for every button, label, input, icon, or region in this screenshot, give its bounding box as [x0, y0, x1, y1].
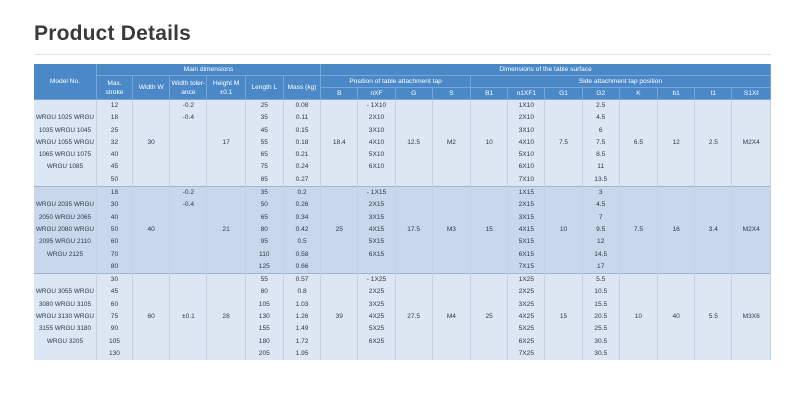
nxf-cell	[358, 348, 395, 360]
length-cell: 55	[245, 274, 283, 287]
stroke-cell: 30	[96, 274, 132, 287]
mass-cell: 0.27	[283, 174, 320, 187]
height-cell: 28	[207, 274, 245, 361]
stroke-cell: 50	[96, 224, 132, 236]
g2-cell: 6	[582, 125, 619, 137]
g2-cell: 7.5	[582, 137, 619, 149]
table-row	[34, 274, 771, 287]
length-cell: 85	[245, 174, 283, 187]
g1-cell: 15	[545, 274, 582, 361]
width-cell: 30	[133, 100, 170, 187]
g-cell: 17.5	[395, 187, 432, 274]
header-k: K	[619, 88, 657, 100]
header-s1xl: S1Xℓ	[732, 88, 771, 100]
stroke-cell: 50	[96, 174, 132, 187]
header-t1: t1	[695, 88, 732, 100]
stroke-cell: 130	[96, 348, 132, 360]
g2-cell: 4.5	[582, 112, 619, 124]
stroke-cell: 105	[96, 336, 132, 348]
n1xf1-cell: 2X25	[508, 286, 545, 298]
g1-cell: 7.5	[545, 100, 582, 187]
length-cell: 80	[245, 286, 283, 298]
nxf-cell: 6X10	[358, 161, 395, 173]
t1-cell: 2.5	[695, 100, 732, 187]
table-row	[34, 100, 771, 113]
g2-cell: 4.5	[582, 199, 619, 211]
length-cell: 130	[245, 311, 283, 323]
n1xf1-cell: 6X15	[508, 249, 545, 261]
length-cell: 125	[245, 261, 283, 274]
mass-cell: 0.24	[283, 161, 320, 173]
g2-cell: 17	[582, 261, 619, 274]
height-cell: 21	[207, 187, 245, 274]
header-b1-lower: b1	[658, 88, 695, 100]
stroke-cell: 18	[96, 187, 132, 200]
nxf-cell: 3X15	[358, 212, 395, 224]
nxf-cell: - 1X25	[358, 274, 395, 287]
tolerance-cell	[170, 224, 207, 236]
g2-cell: 10.5	[582, 286, 619, 298]
mass-cell: 1.03	[283, 299, 320, 311]
mass-cell: 0.58	[283, 249, 320, 261]
g2-cell: 3	[582, 187, 619, 200]
s1xl-cell: M2X4	[732, 100, 771, 187]
length-cell: 65	[245, 149, 283, 161]
stroke-cell: 40	[96, 149, 132, 161]
t1-cell: 5.5	[695, 274, 732, 361]
tolerance-cell	[170, 236, 207, 248]
mass-cell: 0.57	[283, 274, 320, 287]
g2-cell: 14.5	[582, 249, 619, 261]
tolerance-cell	[170, 286, 207, 298]
title-divider	[34, 54, 771, 55]
header-nxf: nXF	[358, 88, 395, 100]
header-mass: Mass (kg)	[283, 76, 320, 100]
nxf-cell: 4X15	[358, 224, 395, 236]
tolerance-cell	[170, 125, 207, 137]
mass-cell: 0.18	[283, 137, 320, 149]
nxf-cell	[358, 174, 395, 187]
mass-cell: 0.21	[283, 149, 320, 161]
nxf-cell: 3X10	[358, 125, 395, 137]
mass-cell: 0.34	[283, 212, 320, 224]
s1xl-cell: M3X6	[732, 274, 771, 361]
stroke-cell: 60	[96, 299, 132, 311]
table-row	[34, 187, 771, 200]
tolerance-cell: -0.2	[170, 100, 207, 113]
nxf-cell: 4X10	[358, 137, 395, 149]
stroke-cell: 70	[96, 249, 132, 261]
g-cell: 12.5	[395, 100, 432, 187]
g2-cell: 30.5	[582, 336, 619, 348]
header-side-taps: Side attachment tap position	[471, 76, 771, 88]
stroke-cell: 45	[96, 161, 132, 173]
g2-cell: 9.5	[582, 224, 619, 236]
length-cell: 50	[245, 199, 283, 211]
n1xf1-cell: 6X25	[508, 336, 545, 348]
mass-cell: 0.15	[283, 125, 320, 137]
b1-cell: 15	[471, 187, 508, 274]
b-cell: 39	[321, 274, 358, 361]
tolerance-cell	[170, 137, 207, 149]
n1xf1-cell: 3X25	[508, 299, 545, 311]
stroke-cell: 12	[96, 100, 132, 113]
g2-cell: 5.5	[582, 274, 619, 287]
header-b: B	[321, 88, 358, 100]
nxf-cell	[358, 261, 395, 274]
tolerance-cell	[170, 323, 207, 335]
nxf-cell: - 1X15	[358, 187, 395, 200]
nxf-cell: 4X25	[358, 311, 395, 323]
length-cell: 75	[245, 161, 283, 173]
nxf-cell: 5X10	[358, 149, 395, 161]
n1xf1-cell: 3X15	[508, 212, 545, 224]
n1xf1-cell: 3X10	[508, 125, 545, 137]
nxf-cell: 2X25	[358, 286, 395, 298]
n1xf1-cell: 5X25	[508, 323, 545, 335]
stroke-cell: 40	[96, 212, 132, 224]
mass-cell: 0.42	[283, 224, 320, 236]
mass-cell: 0.66	[283, 261, 320, 274]
length-cell: 155	[245, 323, 283, 335]
g2-cell: 15.5	[582, 299, 619, 311]
mass-cell: 0.5	[283, 236, 320, 248]
width-cell: 40	[133, 187, 170, 274]
stroke-cell: 32	[96, 137, 132, 149]
mass-cell: 0.2	[283, 187, 320, 200]
g-cell: 27.5	[395, 274, 432, 361]
n1xf1-cell: 4X15	[508, 224, 545, 236]
tolerance-cell	[170, 299, 207, 311]
length-cell: 25	[245, 100, 283, 113]
b-cell: 18.4	[321, 100, 358, 187]
s1xl-cell: M2X4	[732, 187, 771, 274]
t1-cell: 3.4	[695, 187, 732, 274]
mass-cell: 1.95	[283, 348, 320, 360]
length-cell: 180	[245, 336, 283, 348]
tolerance-cell	[170, 348, 207, 360]
group-3	[34, 274, 771, 361]
length-cell: 80	[245, 224, 283, 236]
header-height-title: Height M	[212, 79, 240, 87]
n1xf1-cell: 5X10	[508, 149, 545, 161]
n1xf1-cell: 4X25	[508, 311, 545, 323]
tolerance-cell: -0.2	[170, 187, 207, 200]
nxf-cell: 2X15	[358, 199, 395, 211]
mass-cell: 0.08	[283, 100, 320, 113]
k-cell: 6.5	[619, 100, 657, 187]
b1-cell: 10	[471, 100, 508, 187]
length-cell: 105	[245, 299, 283, 311]
header-model: Model No.	[34, 64, 96, 100]
b1-lower-cell: 16	[658, 187, 695, 274]
mass-cell: 1.72	[283, 336, 320, 348]
g2-cell: 30.5	[582, 348, 619, 360]
header-length: Length L	[245, 76, 283, 100]
header-stroke: Max. stroke	[96, 76, 132, 100]
tolerance-cell: -0.4	[170, 199, 207, 211]
b-cell: 25	[321, 187, 358, 274]
stroke-cell: 30	[96, 199, 132, 211]
n1xf1-cell: 5X15	[508, 236, 545, 248]
n1xf1-cell: 4X10	[508, 137, 545, 149]
n1xf1-cell: 1X15	[508, 187, 545, 200]
tolerance-cell	[170, 274, 207, 287]
mass-cell: 0.26	[283, 199, 320, 211]
g2-cell: 8.5	[582, 149, 619, 161]
n1xf1-cell: 7X10	[508, 174, 545, 187]
length-cell: 95	[245, 236, 283, 248]
header-b1: B1	[471, 88, 508, 100]
model-cell: WRGU 3055 WRGU 3080 WRGU 3105 WRGU 3130 WRGU 3155 WRGU 3180 WRGU 3205	[34, 274, 96, 361]
g2-cell: 11	[582, 161, 619, 173]
mass-cell: 0.8	[283, 286, 320, 298]
nxf-cell: 2X10	[358, 112, 395, 124]
g2-cell: 13.5	[582, 174, 619, 187]
b1-lower-cell: 40	[658, 274, 695, 361]
nxf-cell: 3X25	[358, 299, 395, 311]
length-cell: 110	[245, 249, 283, 261]
b1-cell: 25	[471, 274, 508, 361]
header-position-taps: Position of table attachment tap	[321, 76, 471, 88]
header-g: G	[395, 88, 432, 100]
tolerance-cell	[170, 261, 207, 274]
tolerance-cell	[170, 161, 207, 173]
g2-cell: 2.5	[582, 100, 619, 113]
stroke-cell: 60	[96, 236, 132, 248]
g2-cell: 20.5	[582, 311, 619, 323]
stroke-cell: 45	[96, 286, 132, 298]
k-cell: 10	[619, 274, 657, 361]
g2-cell: 25.5	[582, 323, 619, 335]
tolerance-cell	[170, 249, 207, 261]
n1xf1-cell: 2X10	[508, 112, 545, 124]
nxf-cell: 6X15	[358, 249, 395, 261]
s-cell: M2	[432, 100, 470, 187]
tolerance-cell	[170, 212, 207, 224]
s-cell: M3	[432, 187, 470, 274]
header-n1xf1: n1XF1	[508, 88, 545, 100]
tolerance-cell	[170, 336, 207, 348]
n1xf1-cell: 1X25	[508, 274, 545, 287]
page-title: Product Details	[34, 22, 192, 45]
n1xf1-cell: 7X15	[508, 261, 545, 274]
nxf-cell: 5X25	[358, 323, 395, 335]
g1-cell: 10	[545, 187, 582, 274]
mass-cell: 1.49	[283, 323, 320, 335]
stroke-cell: 75	[96, 311, 132, 323]
nxf-cell: 5X15	[358, 236, 395, 248]
group-1	[34, 100, 771, 187]
width-cell: 60	[133, 274, 170, 361]
header-width-tolerance: Width toler- ance	[170, 76, 207, 100]
g2-cell: 7	[582, 212, 619, 224]
group-2	[34, 187, 771, 274]
model-cell: WRGU 1025 WRGU 1035 WRGU 1045 WRGU 1055 WRGU 1065 WRGU 1075 WRGU 1085	[34, 100, 96, 187]
tolerance-cell: -0.4	[170, 112, 207, 124]
stroke-cell: 18	[96, 112, 132, 124]
nxf-cell: - 1X10	[358, 100, 395, 113]
n1xf1-cell: 7X25	[508, 348, 545, 360]
g2-cell: 12	[582, 236, 619, 248]
header-table-surface: Dimensions of the table surface	[321, 64, 771, 76]
length-cell: 45	[245, 125, 283, 137]
header-main-dimensions: Main dimensions	[96, 64, 320, 76]
stroke-cell: 90	[96, 323, 132, 335]
header-g1: G1	[545, 88, 582, 100]
model-cell: WRGU 2035 WRGU 2050 WRGU 2065 WRGU 2080 WRGU 2095 WRGU 2110 WRGU 2125	[34, 187, 96, 274]
length-cell: 35	[245, 187, 283, 200]
s-cell: M4	[432, 274, 470, 361]
n1xf1-cell: 2X15	[508, 199, 545, 211]
length-cell: 65	[245, 212, 283, 224]
stroke-cell: 80	[96, 261, 132, 274]
mass-cell: 0.11	[283, 112, 320, 124]
header-height-tolerance: ±0.1	[219, 88, 233, 96]
tolerance-cell: ±0.1	[170, 311, 207, 323]
stroke-cell: 25	[96, 125, 132, 137]
product-spec-table	[34, 64, 771, 360]
header-width: Width W	[133, 76, 170, 100]
header-g2: G2	[582, 88, 619, 100]
tolerance-cell	[170, 174, 207, 187]
length-cell: 205	[245, 348, 283, 360]
mass-cell: 1.26	[283, 311, 320, 323]
length-cell: 35	[245, 112, 283, 124]
tolerance-cell	[170, 149, 207, 161]
height-cell: 17	[207, 100, 245, 187]
header-s: S	[432, 88, 470, 100]
nxf-cell: 6X25	[358, 336, 395, 348]
b1-lower-cell: 12	[658, 100, 695, 187]
header-height	[207, 76, 245, 100]
length-cell: 55	[245, 137, 283, 149]
n1xf1-cell: 1X10	[508, 100, 545, 113]
n1xf1-cell: 6X10	[508, 161, 545, 173]
k-cell: 7.5	[619, 187, 657, 274]
